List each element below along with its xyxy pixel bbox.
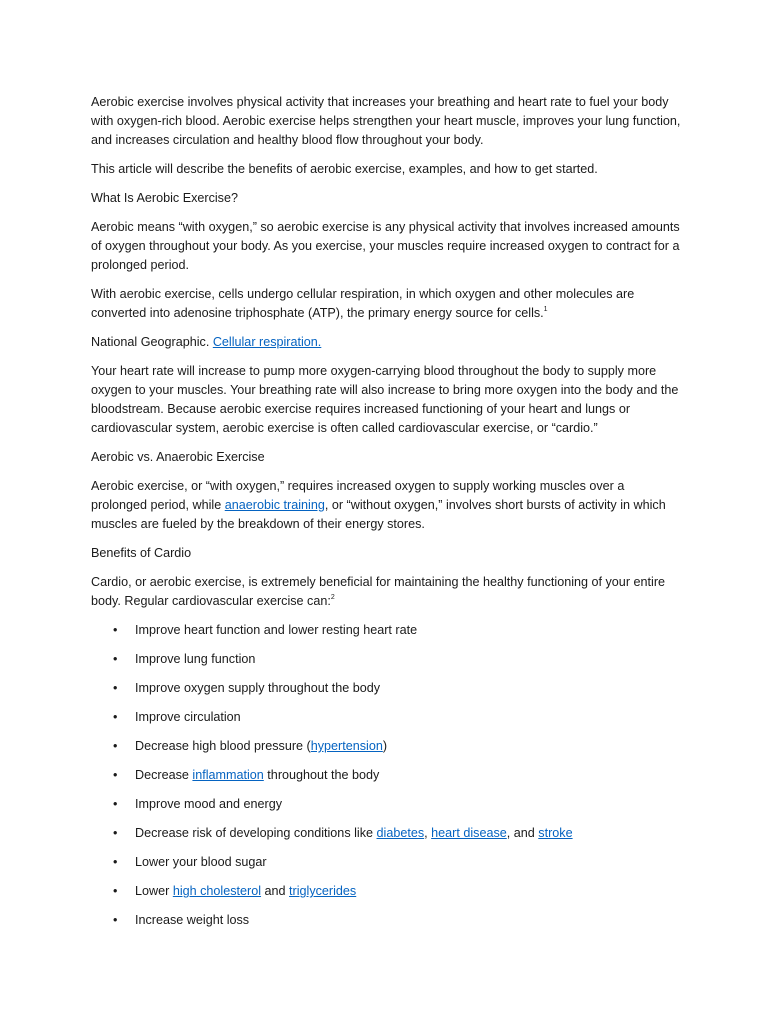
- bullet: •: [113, 797, 118, 811]
- list-item-text: Decrease: [135, 768, 193, 782]
- footnote-ref-1: 1: [543, 305, 548, 313]
- bullet: •: [113, 739, 118, 753]
- list-item: [91, 708, 683, 727]
- list-item: [91, 795, 683, 814]
- benefits-intro: [91, 573, 683, 611]
- what-is-paragraph-2: [91, 285, 683, 323]
- heart-disease-link[interactable]: heart disease: [431, 826, 507, 840]
- bullet: •: [113, 768, 118, 782]
- list-item: [91, 679, 683, 698]
- bullet: •: [113, 652, 118, 666]
- list-item-text: Improve mood and energy: [135, 797, 283, 811]
- list-item-text: Decrease high blood pressure (: [135, 739, 311, 753]
- what-is-paragraph-2-text: With aerobic exercise, cells undergo cellular respiration, in which oxygen and other molecules are converted into adenosine triphosphate (ATP), the primary energy source for cells.: [91, 287, 635, 320]
- cellular-respiration-link[interactable]: Cellular respiration.: [212, 335, 322, 349]
- list-item-text: Improve circulation: [135, 710, 241, 724]
- high-cholesterol-link[interactable]: high cholesterol: [172, 884, 262, 898]
- intro-paragraph-1: Aerobic exercise involves physical activity that increases your breathing and heart rate to fuel your body with oxygen-rich blood. Aerobic exercise helps strengthen your heart muscle, improves your lung function, and increases circulation and healthy blood flow throughout your body.: [91, 95, 681, 147]
- list-item: [91, 853, 683, 872]
- benefits-intro-text: Cardio, or aerobic exercise, is extremely beneficial for maintaining the healthy functioning of your entire body. Regular cardiovascular exercise can:: [91, 575, 666, 608]
- list-item: [91, 650, 683, 669]
- bullet: •: [113, 855, 118, 869]
- inflammation-link[interactable]: inflammation: [192, 768, 264, 782]
- intro-paragraph-2: This article will describe the benefits of aerobic exercise, examples, and how to get started.: [91, 162, 598, 176]
- list-item: [91, 882, 683, 901]
- bullet: •: [113, 710, 118, 724]
- list-item: [91, 766, 683, 785]
- diabetes-link[interactable]: diabetes: [376, 826, 425, 840]
- list-item-text: Decrease risk of developing conditions like: [135, 826, 377, 840]
- hypertension-link[interactable]: hypertension: [310, 739, 383, 753]
- bullet: •: [113, 623, 118, 637]
- bullet: •: [113, 826, 118, 840]
- list-item-text: Increase weight loss: [135, 913, 250, 927]
- list-item-text: ,: [424, 826, 432, 840]
- list-item-text: throughout the body: [263, 768, 380, 782]
- list-item: [91, 621, 683, 640]
- stroke-link[interactable]: stroke: [538, 826, 573, 840]
- what-is-paragraph-3: Your heart rate will increase to pump more oxygen-carrying blood throughout the body to supply more oxygen to your muscles. Your breathing rate will also increase to bring more oxygen into the body and the bloodstream. Because aerobic exercise requires increased functioning of your heart and lungs or cardiovascular system, aerobic exercise is often called cardiovascular exercise, or “cardio.”: [91, 364, 679, 435]
- bullet: •: [113, 884, 118, 898]
- list-item: [91, 911, 683, 930]
- list-item-text: Improve heart function and lower resting heart rate: [135, 623, 418, 637]
- list-item: [91, 824, 683, 843]
- reference-line: [91, 333, 683, 352]
- document-page: [91, 93, 683, 940]
- list-item-text: , and: [506, 826, 539, 840]
- list-item: [91, 737, 683, 756]
- what-is-paragraph-1: Aerobic means “with oxygen,” so aerobic exercise is any physical activity that involves increased amounts of oxygen throughout your body. As you exercise, your muscles require increased oxygen to contract for a prolonged period.: [91, 220, 680, 272]
- reference-prefix: National Geographic.: [91, 335, 213, 349]
- vs-paragraph-1-before: Aerobic exercise, or “with oxygen,” requires increased oxygen to supply working muscles over a prolonged period, while: [91, 479, 625, 512]
- vs-paragraph-1-after: , or “without oxygen,” involves short bursts of activity in which muscles are fueled by the breakdown of their energy stores.: [91, 498, 666, 531]
- heading-benefits-of-cardio: Benefits of Cardio: [91, 546, 192, 560]
- list-item-text: Lower: [135, 884, 173, 898]
- triglycerides-link[interactable]: triglycerides: [289, 884, 357, 898]
- list-item-text: Lower your blood sugar: [135, 855, 267, 869]
- heading-what-is-aerobic-exercise: What Is Aerobic Exercise?: [91, 191, 238, 205]
- list-item-text: Improve lung function: [135, 652, 256, 666]
- list-item-text: Improve oxygen supply throughout the body: [135, 681, 381, 695]
- heading-aerobic-vs-anaerobic: Aerobic vs. Anaerobic Exercise: [91, 450, 265, 464]
- list-item-text: ): [382, 739, 388, 753]
- bullet: •: [113, 681, 118, 695]
- anaerobic-training-link[interactable]: anaerobic training: [224, 498, 325, 512]
- footnote-ref-2: 2: [330, 593, 335, 601]
- bullet: •: [113, 913, 118, 927]
- list-item-text: and: [261, 884, 290, 898]
- vs-paragraph-1: [91, 477, 683, 534]
- benefits-list: [91, 621, 683, 930]
